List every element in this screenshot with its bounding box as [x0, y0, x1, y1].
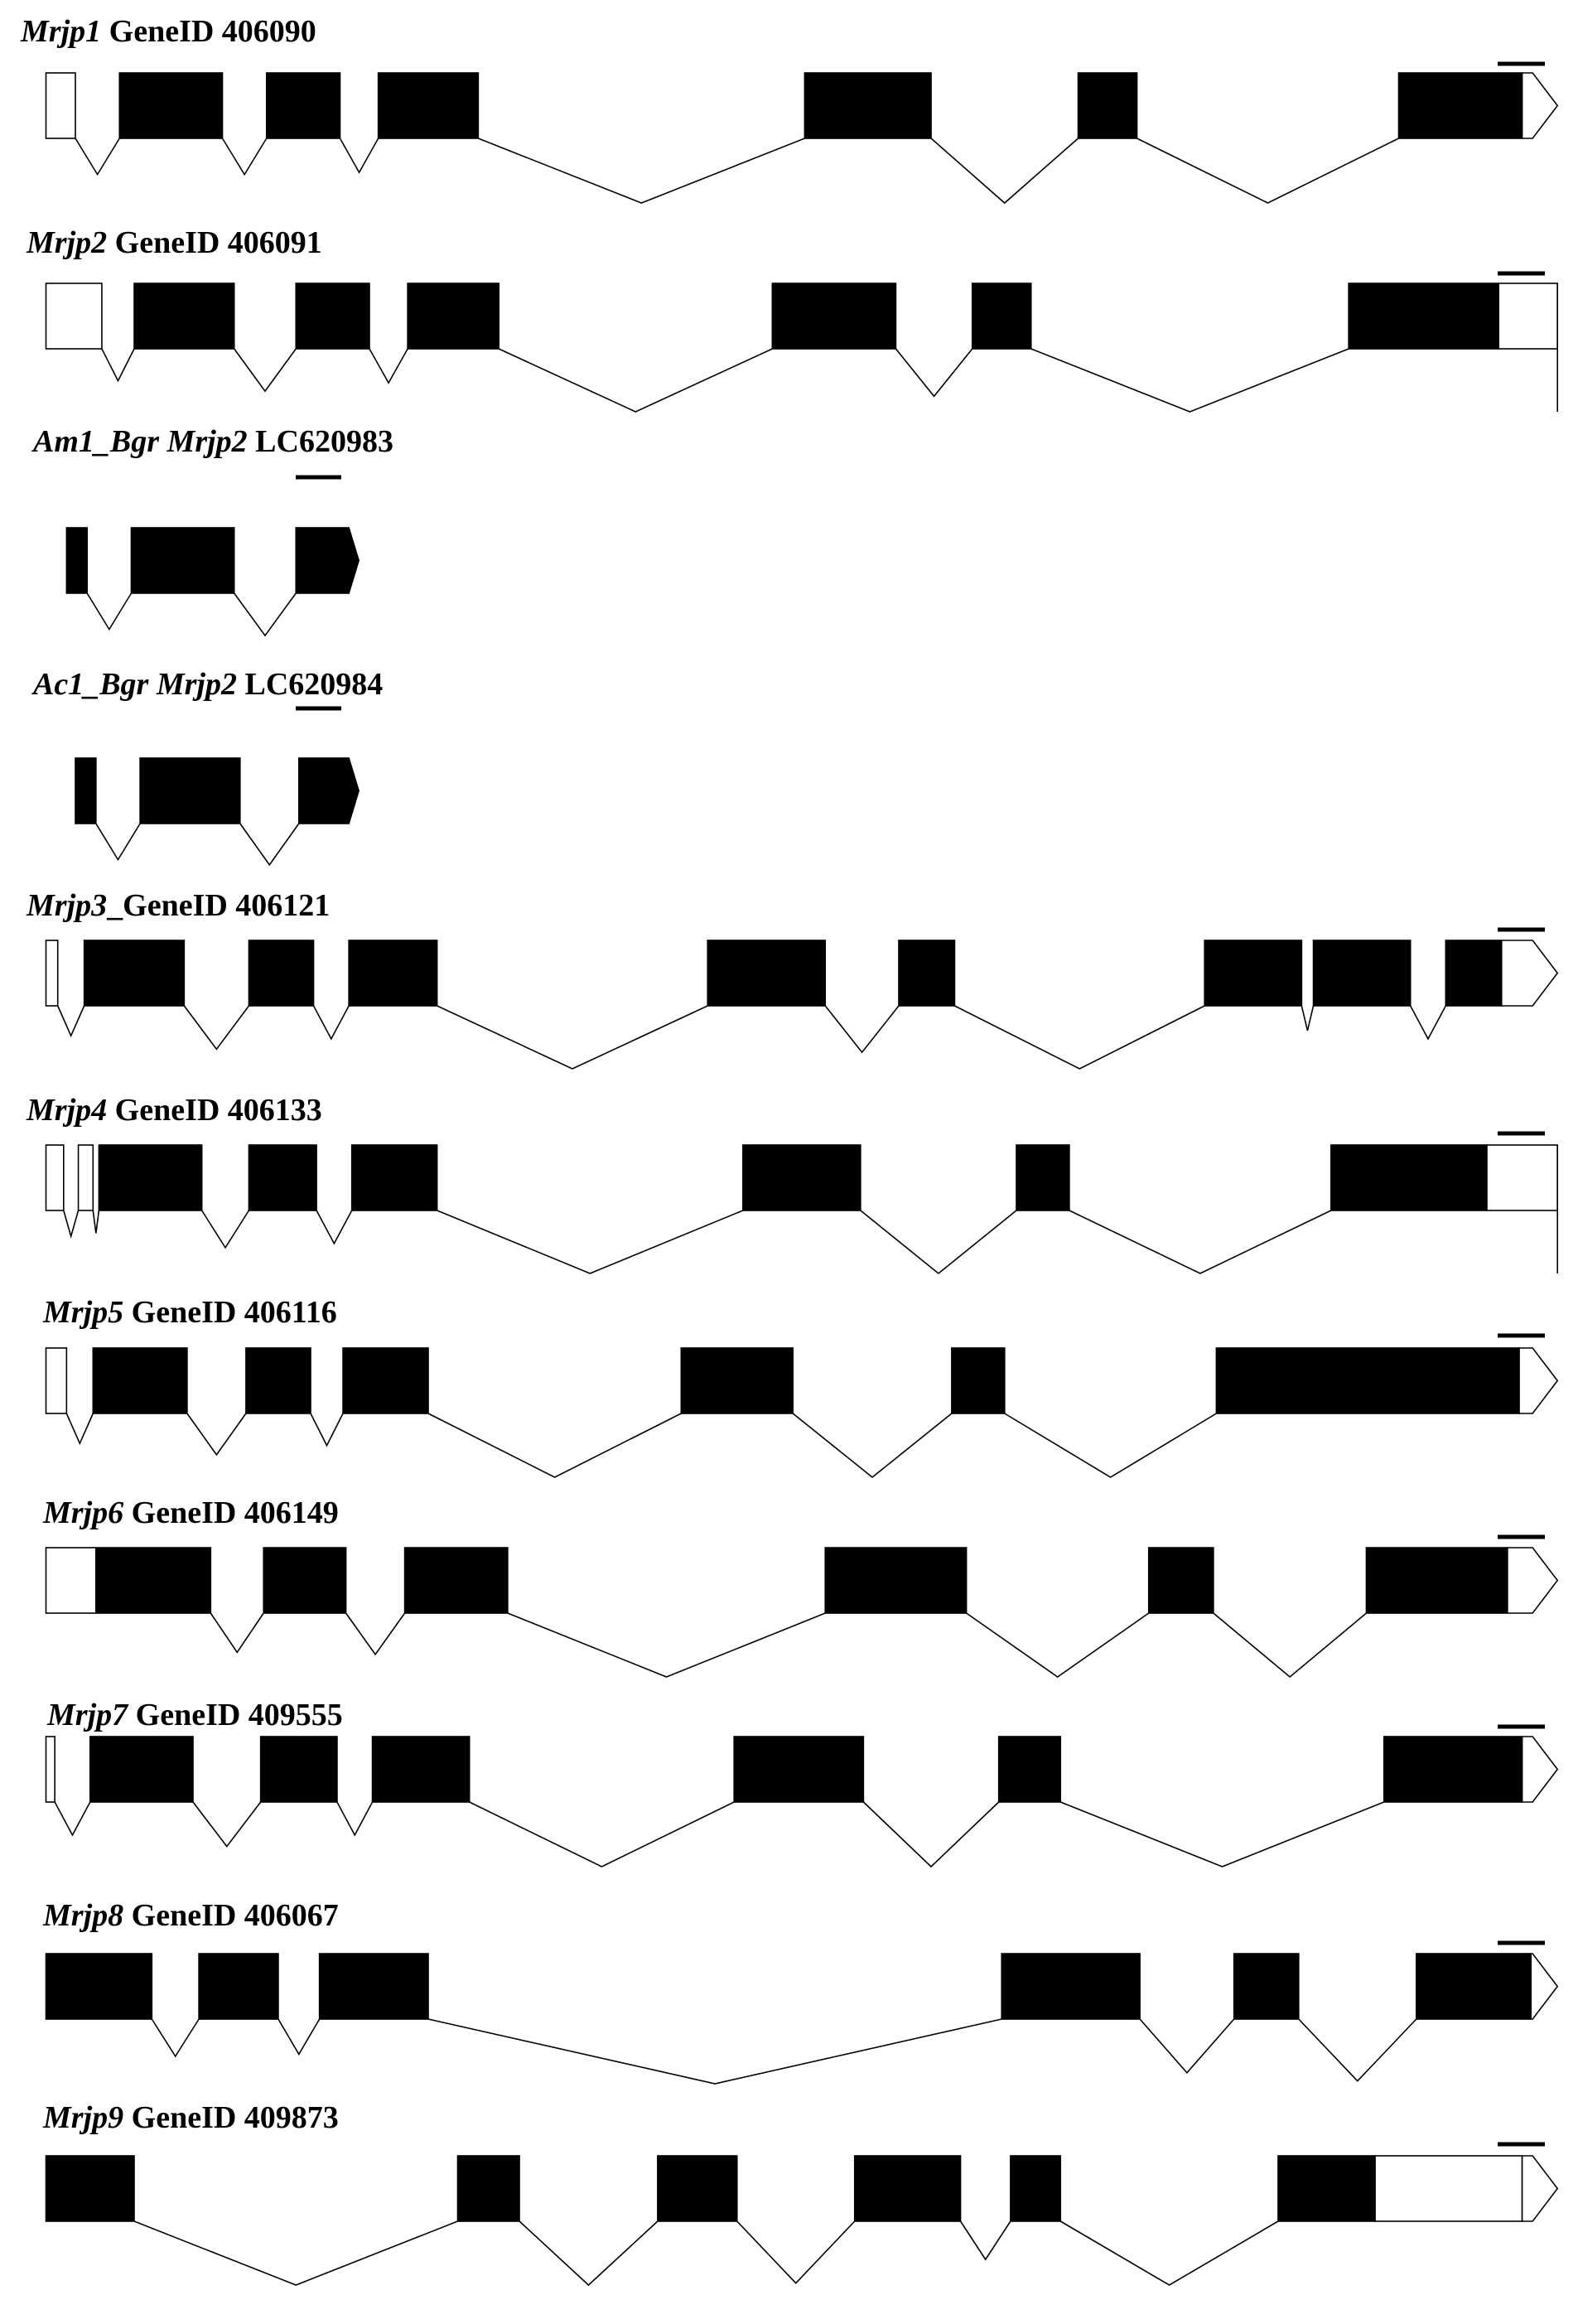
gene-label: GeneID 409873: [131, 2100, 339, 2135]
title-separator: [107, 225, 115, 260]
exon-coding: [972, 283, 1031, 349]
gene-title: [20, 14, 316, 49]
exon-coding: [349, 940, 437, 1006]
exon-coding: [804, 73, 931, 138]
exon-coding: [249, 1145, 316, 1210]
intron-line: [134, 2221, 458, 2285]
title-separator: [123, 1495, 132, 1530]
exon-coding: [96, 1548, 210, 1613]
gene-title: [26, 225, 322, 260]
exon-coding: [299, 758, 349, 824]
exon-coding: [90, 1737, 193, 1802]
exon-coding: [1445, 940, 1501, 1006]
title-separator: [123, 1898, 132, 1933]
title-separator: [248, 424, 256, 459]
exon-coding: [1204, 940, 1301, 1006]
gene-label: GeneID 409555: [135, 1698, 343, 1732]
intron-line: [316, 1210, 352, 1244]
exon-coding: [99, 1145, 201, 1210]
intron-line: [428, 1413, 681, 1477]
title-separator: [237, 667, 245, 702]
intron-line: [187, 1413, 246, 1455]
exon-coding: [1349, 283, 1498, 349]
exon-coding: [119, 73, 222, 138]
exon-coding: [772, 283, 895, 349]
intron-line: [75, 138, 119, 175]
intron-line: [508, 1613, 825, 1677]
gene-name: Mrjp9: [43, 2100, 124, 2135]
intron-line: [223, 138, 267, 175]
exon-coding: [261, 1737, 337, 1802]
intron-line: [961, 2221, 1011, 2259]
intron-line: [1031, 349, 1349, 412]
three-prime-point: [349, 528, 359, 593]
gene-title: [31, 667, 383, 702]
exon-utr: [46, 73, 76, 138]
exon-coding: [1216, 1348, 1519, 1413]
exon-coding: [1079, 73, 1137, 138]
exon-coding: [1001, 1954, 1140, 2019]
exon-coding: [140, 758, 240, 824]
gene-label: GeneID 406121: [123, 888, 331, 923]
intron-line: [346, 1613, 405, 1655]
intron-line: [1069, 1210, 1331, 1273]
exon-utr: [46, 940, 58, 1006]
gene-label: GeneID 406067: [131, 1898, 339, 1933]
gene-title: [26, 1093, 322, 1128]
gene-mrjp2: [26, 225, 1557, 412]
exon-coding: [952, 1348, 1005, 1413]
exon-coding: [246, 1348, 311, 1413]
intron-line: [519, 2221, 658, 2285]
intron-line: [87, 593, 131, 630]
gene-title: [42, 1295, 337, 1330]
gene-mrjp5: [42, 1295, 1557, 1477]
gene-mrjp7: [46, 1698, 1558, 1867]
exon-coding: [1149, 1548, 1214, 1613]
exon-coding: [134, 283, 234, 349]
gene-name: Mrjp4: [27, 1093, 108, 1128]
three-prime-arrow: [1508, 1548, 1557, 1613]
three-prime-point: [349, 758, 359, 824]
three-prime-arrow: [1531, 1954, 1557, 2019]
intron-line: [737, 2221, 855, 2283]
intron-line: [337, 1802, 373, 1835]
intron-line: [967, 1613, 1149, 1677]
gene-name: Mrjp2: [27, 225, 108, 260]
gene-title: [46, 1698, 343, 1732]
intron-line: [184, 1006, 249, 1049]
exon-coding: [1384, 1737, 1523, 1802]
three-prime-arrow: [1502, 940, 1557, 1006]
intron-line: [93, 1210, 99, 1233]
gene-title: [31, 424, 393, 459]
title-separator: [123, 2100, 132, 2135]
three-prime-arrow: [1523, 73, 1558, 138]
intron-line: [931, 138, 1079, 203]
exon-coding: [46, 2156, 135, 2221]
intron-line: [210, 1613, 263, 1652]
exon-utr: [46, 1145, 64, 1210]
gene-mrjp1: [20, 14, 1557, 203]
title-separator: [107, 1093, 115, 1128]
intron-line: [478, 138, 804, 203]
intron-line: [825, 1006, 899, 1052]
intron-line: [895, 349, 972, 396]
intron-line: [193, 1802, 261, 1847]
exon-coding: [267, 73, 340, 138]
title-separator: [101, 14, 109, 49]
exon-utr: [1375, 2156, 1523, 2221]
intron-line: [64, 1210, 79, 1236]
gene-name: Mrjp5: [43, 1295, 124, 1330]
exon-utr: [1487, 1145, 1557, 1210]
gene-name: Mrjp1: [21, 14, 102, 49]
gene-title: [42, 1495, 339, 1530]
gene-label: GeneID 406091: [114, 225, 322, 260]
gene-title: [42, 1898, 339, 1933]
intron-line: [1411, 1006, 1446, 1039]
gene-title: [42, 2100, 339, 2135]
intron-line: [96, 824, 140, 860]
intron-line: [58, 1006, 84, 1036]
intron-line: [340, 138, 379, 172]
exon-coding: [855, 2156, 961, 2221]
exon-coding: [296, 528, 349, 593]
exon-utr: [46, 1348, 67, 1413]
three-prime-arrow: [1523, 2156, 1558, 2221]
intron-line: [1060, 2221, 1278, 2285]
exon-coding: [373, 1737, 470, 1802]
exon-coding: [405, 1548, 508, 1613]
exon-coding: [263, 1548, 345, 1613]
gene-mrjp9: [42, 2100, 1557, 2285]
exon-coding: [707, 940, 825, 1006]
exon-coding: [320, 1954, 428, 2019]
exon-utr: [46, 283, 102, 349]
intron-line: [152, 2019, 199, 2056]
gene-name: Am1_Bgr Mrjp2: [33, 424, 248, 459]
gene-label: GeneID 406090: [109, 14, 316, 49]
exon-coding: [84, 940, 185, 1006]
exon-coding: [1331, 1145, 1487, 1210]
exon-coding: [408, 283, 499, 349]
intron-line: [240, 824, 299, 865]
exon-coding: [66, 528, 87, 593]
intron-line: [1140, 2019, 1234, 2073]
gene-name: Mrjp6: [43, 1495, 124, 1530]
intron-line: [234, 593, 297, 635]
gene-mrjp3: [26, 888, 1557, 1069]
intron-line: [437, 1210, 743, 1273]
exon-utr: [79, 1145, 94, 1210]
exon-coding: [899, 940, 954, 1006]
exon-coding: [1011, 2156, 1060, 2221]
gene-label: LC620983: [255, 424, 393, 459]
gene-am1_bgr: [31, 424, 393, 635]
exon-coding: [743, 1145, 861, 1210]
exon-coding: [825, 1548, 966, 1613]
intron-line: [1299, 2019, 1416, 2081]
title-separator: [123, 1295, 132, 1330]
exon-coding: [296, 283, 369, 349]
intron-line: [954, 1006, 1204, 1069]
intron-line: [102, 349, 134, 381]
intron-line: [470, 1802, 735, 1867]
exon-coding: [681, 1348, 793, 1413]
gene-ac1_bgr: [31, 667, 383, 865]
exon-coding: [1278, 2156, 1375, 2221]
intron-line: [793, 1413, 952, 1477]
gene-label: LC620984: [244, 667, 384, 702]
intron-line: [1060, 1802, 1384, 1867]
gene-name: Mrjp3: [27, 888, 108, 923]
intron-line: [66, 1413, 93, 1443]
intron-line: [314, 1006, 350, 1039]
three-prime-arrow: [1523, 1737, 1558, 1802]
exon-coding: [1234, 1954, 1299, 2019]
intron-line: [369, 349, 408, 383]
exon-coding: [75, 758, 96, 824]
exon-coding: [1399, 73, 1523, 138]
intron-line: [437, 1006, 708, 1069]
exon-coding: [379, 73, 479, 138]
gene-name: Mrjp7: [47, 1698, 128, 1732]
exon-coding: [1314, 940, 1411, 1006]
intron-line: [1301, 1006, 1313, 1031]
gene-label: GeneID 406149: [131, 1495, 339, 1530]
exon-coding: [343, 1348, 428, 1413]
gene-label: GeneID 406133: [114, 1093, 322, 1128]
exon-coding: [999, 1737, 1061, 1802]
intron-line: [55, 1802, 90, 1835]
exon-coding: [199, 1954, 278, 2019]
gene-mrjp8: [42, 1898, 1557, 2084]
intron-line: [234, 349, 297, 391]
intron-line: [863, 1802, 998, 1867]
gene-mrjp6: [42, 1495, 1557, 1677]
exon-coding: [658, 2156, 737, 2221]
gene-label: GeneID 406116: [131, 1295, 337, 1330]
exon-coding: [93, 1348, 187, 1413]
exon-coding: [249, 940, 313, 1006]
exon-utr: [46, 1548, 96, 1613]
exon-coding: [1366, 1548, 1507, 1613]
exon-utr: [46, 1737, 55, 1802]
intron-line: [1005, 1413, 1217, 1477]
intron-line: [311, 1413, 343, 1446]
gene-mrjp4: [26, 1093, 1557, 1273]
exon-coding: [458, 2156, 520, 2221]
exon-utr: [1498, 283, 1557, 349]
exon-coding: [1416, 1954, 1531, 2019]
three-prime-arrow: [1519, 1348, 1557, 1413]
title-separator: [128, 1698, 136, 1732]
intron-line: [278, 2019, 320, 2054]
gene-title: [26, 888, 330, 923]
intron-line: [499, 349, 772, 412]
intron-line: [428, 2019, 1001, 2084]
intron-line: [1137, 138, 1399, 203]
intron-line: [202, 1210, 249, 1248]
intron-line: [861, 1210, 1016, 1273]
exon-coding: [1016, 1145, 1069, 1210]
exon-coding: [352, 1145, 437, 1210]
title-separator: _: [107, 888, 123, 923]
gene-name: Ac1_Bgr Mrjp2: [33, 667, 237, 702]
intron-line: [1214, 1613, 1367, 1677]
exon-coding: [46, 1954, 152, 2019]
exon-coding: [131, 528, 234, 593]
gene-name: Mrjp8: [43, 1898, 124, 1933]
exon-coding: [734, 1737, 863, 1802]
